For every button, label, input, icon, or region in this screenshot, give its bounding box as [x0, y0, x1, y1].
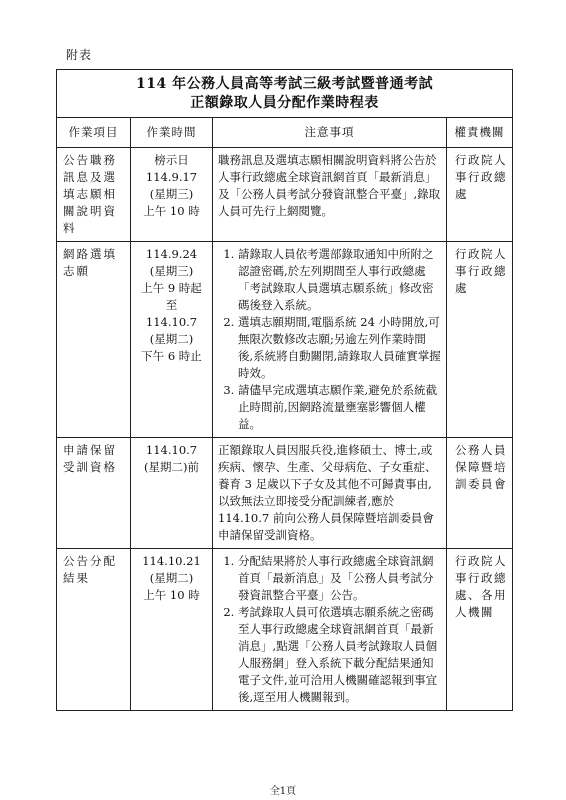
- time-line: 114.10.21: [142, 554, 201, 568]
- row-item: 網路選填志願: [57, 242, 131, 438]
- time-line: 上午 9 時起: [141, 281, 202, 295]
- time-line: (星期三): [149, 187, 194, 201]
- page-number: 全1頁: [269, 786, 297, 797]
- table-row: [57, 242, 513, 438]
- header-agency: 權責機關: [447, 118, 513, 148]
- title-line-1: 114 年公務人員高等考試三級考試暨普通考試: [135, 76, 434, 92]
- note-item: 2. 選填志願期間,電腦系統 24 小時開放,可無限次數修改志願;另逾左列作業時間後,系統將自動關閉,請錄取人員確實掌握時效。: [238, 314, 441, 382]
- time-line: (星期二): [149, 332, 194, 346]
- time-line: 114.9.24: [145, 247, 198, 261]
- appendix-label: 附表: [66, 48, 93, 62]
- note-list: [218, 553, 441, 706]
- time-line: (星期二): [149, 571, 194, 585]
- row-time: [131, 242, 213, 438]
- header-item: 作業項目: [57, 118, 131, 148]
- note-list: [218, 246, 441, 433]
- time-line: 至: [165, 298, 178, 312]
- table-title: [57, 70, 513, 118]
- row-time: [131, 549, 213, 711]
- table-row: [57, 438, 513, 549]
- row-item: 公告分配結果: [57, 549, 131, 711]
- header-row: [57, 118, 513, 148]
- time-line: 上午 10 時: [143, 204, 200, 218]
- row-note: [213, 242, 447, 438]
- table-row: [57, 148, 513, 242]
- time-line: (星期三): [149, 264, 194, 278]
- time-line: 114.10.7: [145, 443, 198, 457]
- row-note: [213, 549, 447, 711]
- title-row: [57, 70, 513, 118]
- row-agency: 行政院人事行政總處: [447, 148, 513, 242]
- row-item: 公告職務訊息及選填志願相關說明資料: [57, 148, 131, 242]
- row-item: 申請保留受訓資格: [57, 438, 131, 549]
- note-item: 1. 請錄取人員依考選部錄取通知中所附之認證密碼,於左列期間至人事行政總處「考試錄取人員選填志願系統」修改密碼後登入系統。: [238, 246, 441, 314]
- note-item: 2. 考試錄取人員可依選填志願系統之密碼至人事行政總處全球資訊網首頁「最新消息」,點選「公務人員考試錄取人員個人服務網」登入系統下載分配結果通知電子文件,並可洽用人機關確認報到事宜後,逕至用人機關報到。: [238, 604, 441, 706]
- time-line: 上午 10 時: [143, 588, 200, 602]
- time-line: (星期二)前: [144, 460, 199, 474]
- row-agency: 行政院人事行政總處: [447, 242, 513, 438]
- header-time: 作業時間: [131, 118, 213, 148]
- row-time: [131, 148, 213, 242]
- table-row: [57, 549, 513, 711]
- time-line: 114.9.17: [145, 170, 198, 184]
- note-item: 3. 請儘早完成選填志願作業,避免於系統截止時間前,因網路流量壅塞影響個人權益。: [238, 382, 441, 433]
- row-note: 正額錄取人員因服兵役,進修碩士、博士,或疾病、懷孕、生產、父母病危、子女重症、養育 3 足歲以下子女及其他不可歸責事由,以致無法立即接受分配訓練者,應於 114.10.7 前向公務人員保障暨培訓委員會申請保留受訓資格。: [213, 438, 447, 549]
- note-item: 1. 分配結果將於人事行政總處全球資訊網首頁「最新消息」及「公務人員考試分發資訊整合平臺」公告。: [238, 553, 441, 604]
- time-line: 下午 6 時止: [141, 349, 202, 363]
- row-note: 職務訊息及選填志願相關說明資料將公告於人事行政總處全球資訊網首頁「最新消息」及「公務人員考試分發資訊整合平臺」,錄取人員可先行上網閱覽。: [213, 148, 447, 242]
- time-line: 114.10.7: [145, 315, 198, 329]
- title-line-2: 正額錄取人員分配作業時程表: [190, 95, 379, 111]
- row-agency: 行政院人事行政總處、各用人機關: [447, 549, 513, 711]
- header-notes: 注意事項: [213, 118, 447, 148]
- schedule-table: [56, 69, 513, 711]
- row-agency: 公務人員保障暨培訓委員會: [447, 438, 513, 549]
- row-time: [131, 438, 213, 549]
- time-line: 榜示日: [154, 153, 189, 167]
